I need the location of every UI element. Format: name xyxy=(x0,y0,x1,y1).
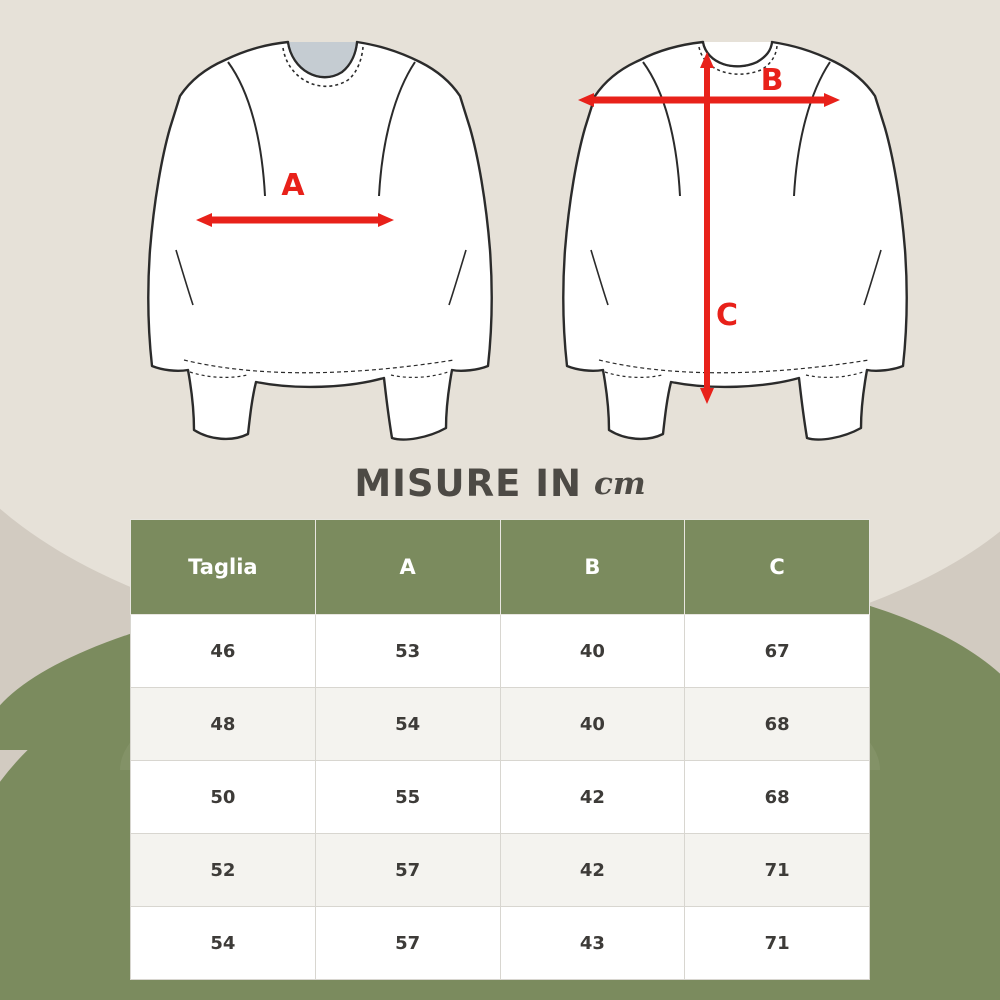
table-row xyxy=(131,907,870,980)
garment-diagrams xyxy=(0,0,1000,470)
garment-svg xyxy=(0,0,1000,470)
header-cell-a: A xyxy=(315,520,500,615)
cell-b: 43 xyxy=(500,907,685,980)
cell-b: 42 xyxy=(500,834,685,907)
table-header-row xyxy=(131,520,870,615)
header-cell-c: C xyxy=(685,520,870,615)
cell-size: 52 xyxy=(131,834,316,907)
cell-c: 67 xyxy=(685,615,870,688)
cell-a: 55 xyxy=(315,761,500,834)
header-cell-b: B xyxy=(500,520,685,615)
cell-size: 48 xyxy=(131,688,316,761)
back-shirt-illustration xyxy=(563,42,906,440)
measure-label-b: B xyxy=(760,63,784,98)
cell-c: 71 xyxy=(685,834,870,907)
table-row xyxy=(131,615,870,688)
title-unit-text: cm xyxy=(593,465,646,502)
cell-c: 68 xyxy=(685,688,870,761)
cell-a: 57 xyxy=(315,907,500,980)
title-main-text: MISURE IN xyxy=(354,462,582,505)
table-row xyxy=(131,834,870,907)
cell-b: 42 xyxy=(500,761,685,834)
cell-c: 71 xyxy=(685,907,870,980)
cell-size: 46 xyxy=(131,615,316,688)
table-row xyxy=(131,761,870,834)
cell-size: 54 xyxy=(131,907,316,980)
size-table xyxy=(130,519,870,980)
measure-label-a: A xyxy=(281,168,305,203)
cell-a: 54 xyxy=(315,688,500,761)
cell-b: 40 xyxy=(500,688,685,761)
chart-title xyxy=(0,462,1000,505)
cell-b: 40 xyxy=(500,615,685,688)
front-shirt-illustration xyxy=(148,42,491,440)
table-row xyxy=(131,688,870,761)
cell-a: 57 xyxy=(315,834,500,907)
size-table-container xyxy=(130,519,870,980)
measure-label-c: C xyxy=(715,298,739,333)
cell-size: 50 xyxy=(131,761,316,834)
cell-c: 68 xyxy=(685,761,870,834)
cell-a: 53 xyxy=(315,615,500,688)
header-cell-taglia: Taglia xyxy=(131,520,316,615)
